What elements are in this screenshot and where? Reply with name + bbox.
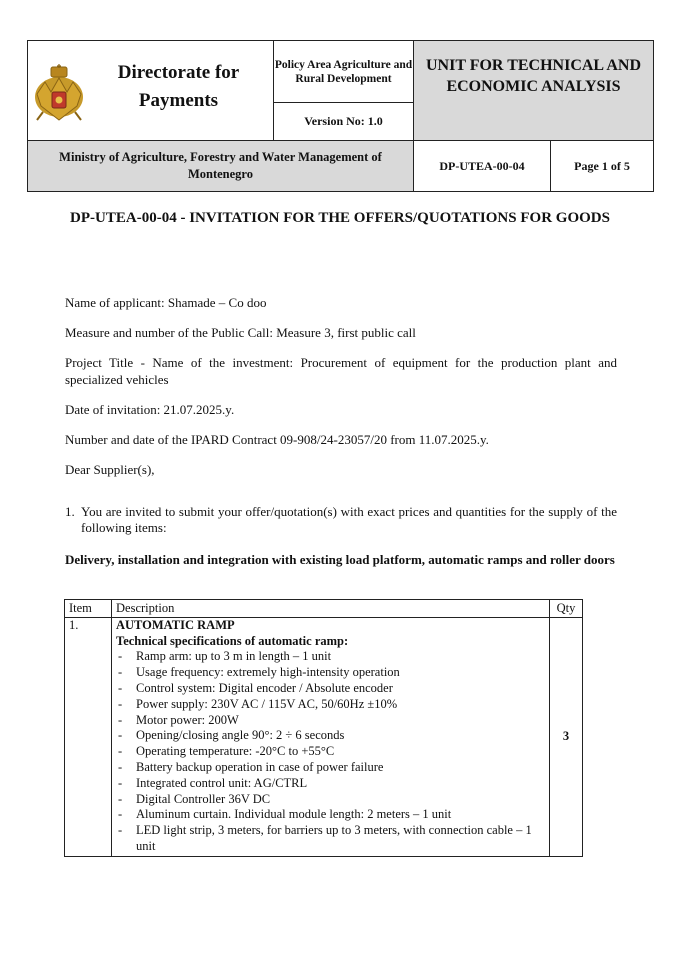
table-row — [65, 617, 583, 856]
spec-item: - LED light strip, 3 meters, for barriers up to 3 meters, with connection cable – 1 unit — [116, 823, 545, 855]
page-number: Page 1 of 5 — [551, 141, 654, 192]
project-title: Project Title - Name of the investment: Procurement of equipment for the production plant and specialized vehicles — [65, 355, 617, 387]
unit-title: UNIT FOR TECHNICAL AND ECONOMIC ANALYSIS — [414, 41, 654, 141]
ipard-contract: Number and date of the IPARD Contract 09-908/24-23057/20 from 11.07.2025.y. — [65, 432, 489, 447]
document-title: DP-UTEA-00-04 - INVITATION FOR THE OFFERS/QUOTATIONS FOR GOODS — [70, 210, 610, 226]
spec-item: - Aluminum curtain. Individual module length: 2 meters – 1 unit — [116, 807, 545, 823]
montenegro-coat-of-arms-icon — [33, 64, 85, 124]
spec-item: - Motor power: 200W — [116, 713, 545, 729]
spec-item: - Ramp arm: up to 3 m in length – 1 unit — [116, 649, 545, 665]
directorate-cell — [28, 41, 274, 141]
column-header-description: Description — [112, 600, 550, 618]
items-table — [64, 599, 583, 857]
item-description — [112, 617, 550, 856]
document-header — [27, 40, 654, 192]
item-number: 1. — [65, 617, 112, 856]
spec-item: - Operating temperature: -20°C to +55°C — [116, 744, 545, 760]
spec-item: - Usage frequency: extremely high-intensity operation — [116, 665, 545, 681]
version-label: Version No: 1.0 — [274, 103, 414, 141]
spec-title: Technical specifications of automatic ramp: — [116, 633, 349, 648]
spec-item: - Control system: Digital encoder / Absolute encoder — [116, 681, 545, 697]
list-item-1 — [65, 504, 617, 536]
public-call-measure: Measure and number of the Public Call: Measure 3, first public call — [65, 325, 416, 340]
item-name: AUTOMATIC RAMP — [116, 617, 235, 632]
list-number: 1. — [65, 504, 75, 519]
spec-item: - Integrated control unit: AG/CTRL — [116, 776, 545, 792]
item-qty: 3 — [550, 617, 583, 856]
invitation-date: Date of invitation: 21.07.2025.y. — [65, 402, 235, 417]
applicant-name: Name of applicant: Shamade – Co doo — [65, 295, 267, 310]
document-code: DP-UTEA-00-04 — [414, 141, 551, 192]
spec-item: - Battery backup operation in case of power failure — [116, 760, 545, 776]
section-heading: Delivery, installation and integration with existing load platform, automatic ramps and roller doors — [65, 552, 615, 567]
policy-area-text: Policy Area Agriculture and Rural Development — [274, 58, 413, 85]
spec-item: - Digital Controller 36V DC — [116, 792, 545, 808]
spec-item: - Opening/closing angle 90°: 2 ÷ 6 seconds — [116, 728, 545, 744]
directorate-title: Directorate for Payments — [117, 62, 240, 111]
column-header-item: Item — [65, 600, 112, 618]
list-text: You are invited to submit your offer/quotation(s) with exact prices and quantities for the supply of the following items: — [81, 504, 617, 535]
spec-list — [116, 649, 545, 855]
table-header-row — [65, 600, 583, 618]
column-header-qty: Qty — [550, 600, 583, 618]
policy-area-cell — [274, 41, 414, 103]
ministry-name: Ministry of Agriculture, Forestry and Water Management of Montenegro — [28, 141, 414, 192]
spec-item: - Power supply: 230V AC / 115V AC, 50/60Hz ±10% — [116, 697, 545, 713]
greeting: Dear Supplier(s), — [65, 462, 155, 477]
